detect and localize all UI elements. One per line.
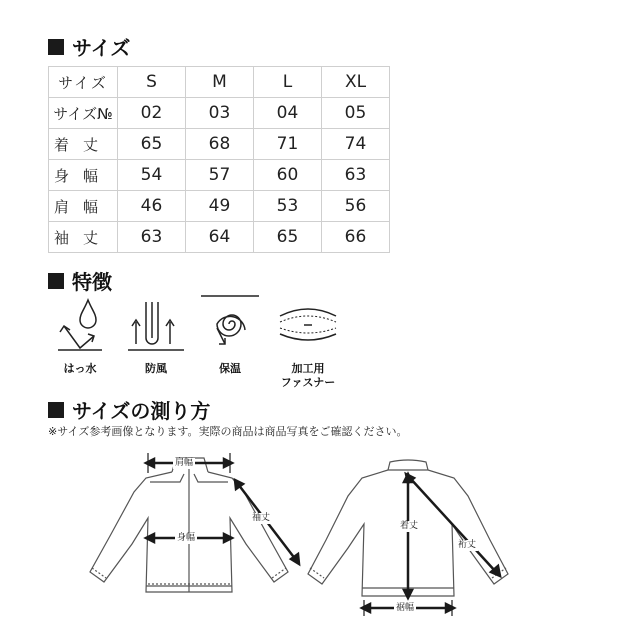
jacket-front-illustration bbox=[80, 448, 320, 608]
size-table bbox=[48, 66, 390, 253]
windproof-icon bbox=[126, 292, 186, 356]
heat-retention-icon bbox=[195, 292, 265, 356]
table-cell: 57 bbox=[186, 160, 254, 191]
table-cell: 02 bbox=[118, 98, 186, 129]
sleeve-length-label: 袖丈 bbox=[252, 513, 271, 523]
row-label: サイズ№ bbox=[49, 98, 118, 129]
feature-label: 防風 bbox=[145, 362, 167, 375]
feature-title-text: 特徴 bbox=[72, 270, 112, 294]
sleeve-total-length-label: 裄丈 bbox=[458, 540, 477, 550]
square-bullet-icon bbox=[48, 273, 64, 289]
measure-title-text: サイズの測り方 bbox=[72, 399, 211, 423]
row-label: 肩幅 bbox=[49, 191, 118, 222]
table-cell: 03 bbox=[186, 98, 254, 129]
hem-width-label: 裾幅 bbox=[396, 603, 415, 613]
table-row bbox=[49, 129, 390, 160]
square-bullet-icon bbox=[48, 402, 64, 418]
jacket-back-illustration bbox=[300, 448, 520, 620]
size-section-title bbox=[48, 32, 130, 61]
processed-zipper-icon bbox=[274, 292, 342, 356]
table-row bbox=[49, 222, 390, 253]
feature-item bbox=[44, 292, 116, 376]
table-cell: 66 bbox=[322, 222, 390, 253]
table-cell: 71 bbox=[254, 129, 322, 160]
measure-section-title bbox=[48, 395, 210, 424]
square-bullet-icon bbox=[48, 39, 64, 55]
table-cell: 46 bbox=[118, 191, 186, 222]
size-table-header-row bbox=[49, 67, 390, 98]
feature-label: はっ水 bbox=[63, 362, 97, 375]
table-header-cell: M bbox=[186, 67, 254, 98]
row-label: 着丈 bbox=[49, 129, 118, 160]
table-cell: 60 bbox=[254, 160, 322, 191]
table-cell: 53 bbox=[254, 191, 322, 222]
feature-item bbox=[194, 292, 266, 376]
feature-label: 加工用 ファスナー bbox=[280, 362, 336, 389]
table-row bbox=[49, 98, 390, 129]
row-label: 身幅 bbox=[49, 160, 118, 191]
table-row bbox=[49, 160, 390, 191]
water-repellent-icon bbox=[50, 292, 110, 356]
table-header-cell: L bbox=[254, 67, 322, 98]
chest-width-label: 身幅 bbox=[177, 533, 196, 543]
feature-item bbox=[272, 292, 344, 390]
measure-note: ※サイズ参考画像となります。実際の商品は商品写真をご確認ください。 bbox=[48, 425, 408, 438]
table-cell: 65 bbox=[254, 222, 322, 253]
shoulder-width-label: 肩幅 bbox=[175, 458, 194, 468]
table-header-cell: S bbox=[118, 67, 186, 98]
table-cell: 05 bbox=[322, 98, 390, 129]
table-row bbox=[49, 191, 390, 222]
table-cell: 65 bbox=[118, 129, 186, 160]
table-header-cell: サイズ bbox=[49, 67, 118, 98]
size-title-text: サイズ bbox=[72, 36, 131, 60]
body-length-label: 着丈 bbox=[400, 521, 419, 531]
table-cell: 63 bbox=[322, 160, 390, 191]
table-cell: 56 bbox=[322, 191, 390, 222]
table-cell: 74 bbox=[322, 129, 390, 160]
table-cell: 54 bbox=[118, 160, 186, 191]
table-cell: 63 bbox=[118, 222, 186, 253]
feature-label: 保温 bbox=[219, 362, 241, 375]
feature-section-title bbox=[48, 266, 112, 295]
table-cell: 49 bbox=[186, 191, 254, 222]
row-label: 袖丈 bbox=[49, 222, 118, 253]
feature-item bbox=[120, 292, 192, 376]
table-header-cell: XL bbox=[322, 67, 390, 98]
table-cell: 68 bbox=[186, 129, 254, 160]
table-cell: 64 bbox=[186, 222, 254, 253]
table-cell: 04 bbox=[254, 98, 322, 129]
